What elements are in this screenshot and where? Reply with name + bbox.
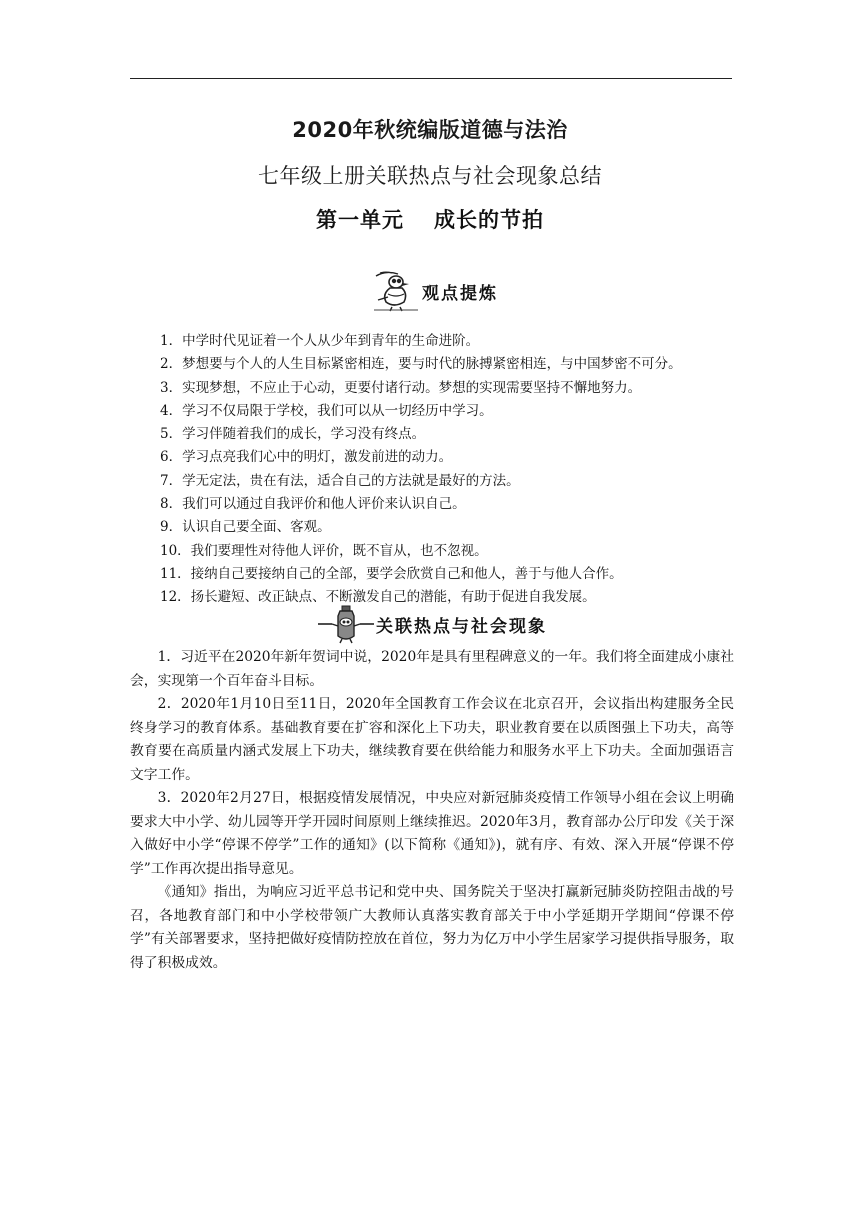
unit-name: 成长的节拍 [434,208,544,232]
list-item: 12．扬长避短、改正缺点、不断激发自己的潜能，有助于促进自我发展。 [160,589,596,606]
paragraph: 《通知》指出，为响应习近平总书记和党中央、国务院关于坚决打赢新冠肺炎防控阻击战的号召，各地教育部门和中小学校带领广大教师认真落实教育部关于中小学延期开学期间“停课不停学”有关部署要求，坚持把做好疫情防控放在首位，努力为亿万中小学生居家学习提供指导服务，取得了积极成效。 [130,884,734,971]
list-item: 10．我们要理性对待他人评价，既不盲从，也不忽视。 [160,542,488,559]
paragraph: 1．习近平在2020年新年贺词中说，2020年是具有里程碑意义的一年。我们将全面建成小康社会，实现第一个百年奋斗目标。 [130,649,734,689]
bird-mascot-icon [372,270,422,312]
list-item: 11．接纳自己要接纳自己的全部，要学会欣赏自己和他人，善于与他人合作。 [160,565,623,582]
list-item: 4．学习不仅局限于学校，我们可以从一切经历中学习。 [160,402,493,419]
header-rule [130,78,732,79]
document-subtitle: 七年级上册关联热点与社会现象总结 [258,164,602,188]
unit-heading [0,204,860,234]
document-title: 2020年秋统编版道德与法治 [292,118,568,142]
section-label-views: 观点提炼 [422,283,498,304]
list-item: 3．实现梦想，不应止于心动，更要付诸行动。梦想的实现需要坚持不懈地努力。 [160,379,642,396]
paragraph: 2．2020年1月10日至11日，2020年全国教育工作会议在北京召开，会议指出构建服务全民终身学习的教育体系。基础教育要在扩容和深化上下功夫，职业教育要在以质图强上下功夫，高等教育要在高质量内涵式发展上下功夫，继续教育要在供给能力和服务水平上下功夫。全面加强语言文字工作。 [130,696,734,783]
list-item: 7．学无定法，贵在有法，适合自己的方法就是最好的方法。 [160,472,520,489]
unit-number: 第一单元 [316,208,404,232]
hotspots-paragraphs [130,646,734,975]
bottle-mascot-icon [316,604,376,644]
list-item: 2．梦想要与个人的人生目标紧密相连，要与时代的脉搏紧密相连，与中国梦密不可分。 [160,356,682,373]
paragraph: 3．2020年2月27日，根据疫情发展情况，中央应对新冠肺炎疫情工作领导小组在会议上明确要求大中小学、幼儿园等开学开园时间原则上继续推迟。2020年3月，教育部办公厅印发《关于深入做好中小学“停课不停学”工作的通知》(以下简称《通知》)，就有序、有效、深入开展“停课不停学”工作再次提出指导意见。 [130,790,734,877]
section-heading-hotspots [316,604,547,644]
views-list [160,330,682,610]
list-item: 9．认识自己要全面、客观。 [160,519,331,536]
list-item: 5．学习伴随着我们的成长，学习没有终点。 [160,426,426,443]
list-item: 8．我们可以通过自我评价和他人评价来认识自己。 [160,496,466,513]
section-heading-views [372,270,498,312]
section-label-hotspots: 关联热点与社会现象 [376,616,547,637]
list-item: 1．中学时代见证着一个人从少年到青年的生命进阶。 [160,333,480,349]
list-item: 6．学习点亮我们心中的明灯，激发前进的动力。 [160,449,453,466]
